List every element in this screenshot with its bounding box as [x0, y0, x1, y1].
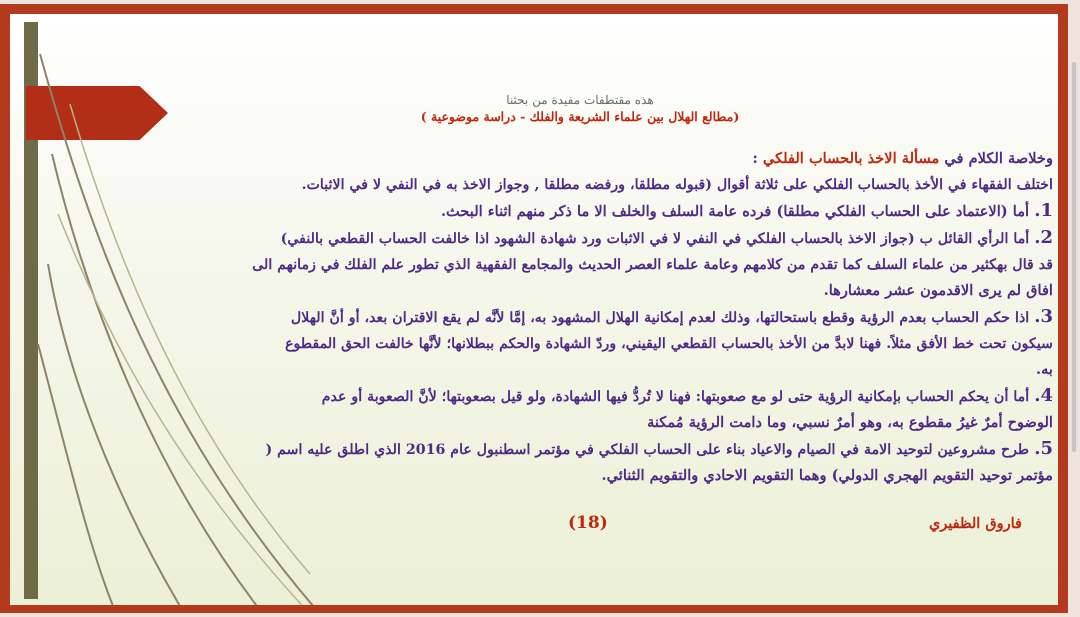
- numbered-line-2: [245, 225, 1053, 252]
- header-title: (مطالع الهلال بين علماء الشريعة والفلك - دراسة موضوعية ): [420, 109, 740, 124]
- text-line: مؤتمر توحيد التقويم الهجري الدولي) وهما التقويم الاحادي والتقويم الثنائي.: [601, 467, 1053, 484]
- intro-highlight: مسألة الاخذ بالحساب الفلكي: [762, 150, 940, 167]
- header-block: [390, 92, 770, 126]
- item-number: 4.: [1034, 385, 1053, 406]
- text-line: أما (الاعتماد على الحساب الفلكي مطلقا) فرده عامة السلف والخلف الا ما ذكر منهم اثناء البحث.: [440, 203, 1030, 220]
- author-name: فاروق الظفيري: [928, 515, 1022, 532]
- text-line: سيكون تحت خط الأفق مثلاً. فهنا لابدَّ من الأخذ بالحساب القطعي اليقيني، وردّ الشهادة والحكم ببطلانها؛ لأنَّها خالفت الحق المقطوع: [285, 336, 1053, 352]
- page-number: (18): [568, 513, 608, 533]
- scrollbar[interactable]: [1070, 62, 1078, 452]
- text-line: أما أن يحكم الحساب بإمكانية الرؤية حتى لو مع صعوبتها: فهنا لا تُردُّ فيها الشهادة، ولو قيل بصعوبتها؛ لأنَّ الصعوبة أو عدم: [321, 389, 1030, 405]
- item-number: 2.: [1034, 227, 1053, 248]
- intro-prefix: وخلاصة الكلام في: [944, 150, 1053, 167]
- numbered-line-1: [245, 198, 1053, 225]
- header-subtitle: هذه مقتطفات مفيدة من بحثنا: [506, 93, 654, 107]
- text-line: أما الرأي القائل ب (جواز الاخذ بالحساب الفلكي في النفي لا في الاثبات ورد شهادة الشهود اذا خالفت الحساب القطعي بالنفي): [280, 231, 1030, 247]
- numbered-line-3: [245, 304, 1053, 331]
- item-number: 3.: [1034, 306, 1053, 327]
- text-line: اختلف الفقهاء في الأخذ بالحساب الفلكي على ثلاثة أقوال (قبوله مطلقا، ورفضه مطلقا , وجواز الاخذ به في النفي لا في الاثبات.: [301, 177, 1053, 193]
- numbered-line-5: [245, 436, 1053, 463]
- text-line: قد قال بهكثير من علماء السلف كما تقدم من كلامهم وعامة علماء العصر الحديث والمجامع الفقهية الذي تطور علم الفلك في زمانهم الى: [252, 257, 1053, 273]
- numbered-line-4: [245, 383, 1053, 410]
- item-number: 5.: [1034, 438, 1053, 459]
- intro-line: [245, 146, 1053, 172]
- text-line: طرح مشروعين لتوحيد الامة في الصيام والاعياد بناء على الحساب الفلكي في مؤتمر اسطنبول عام 2016 الذي اطلق عليه اسم (: [265, 442, 1030, 458]
- text-line: اذا حكم الحساب بعدم الرؤية وقطع باستحالتها، وذلك لعدم إمكانية الهلال المشهود به، إمَّا لأنَّه لم يقع الاقتران بعد، أو أنَّ الهلال: [290, 310, 1030, 326]
- text-line: الوضوح أمرٌ غيرُ مقطوع به، وهو أمرٌ نسبي، وما دامت الرؤية مُمكنة: [647, 414, 1053, 431]
- body-text: [245, 146, 1053, 489]
- item-number: 1.: [1034, 200, 1053, 221]
- scrollbar-thumb[interactable]: [1072, 62, 1076, 452]
- text-line: به.: [1036, 361, 1053, 378]
- intro-suffix: :: [752, 150, 758, 167]
- text-line: افاق لم يرى الاقدمون عشر معشارها.: [823, 282, 1053, 299]
